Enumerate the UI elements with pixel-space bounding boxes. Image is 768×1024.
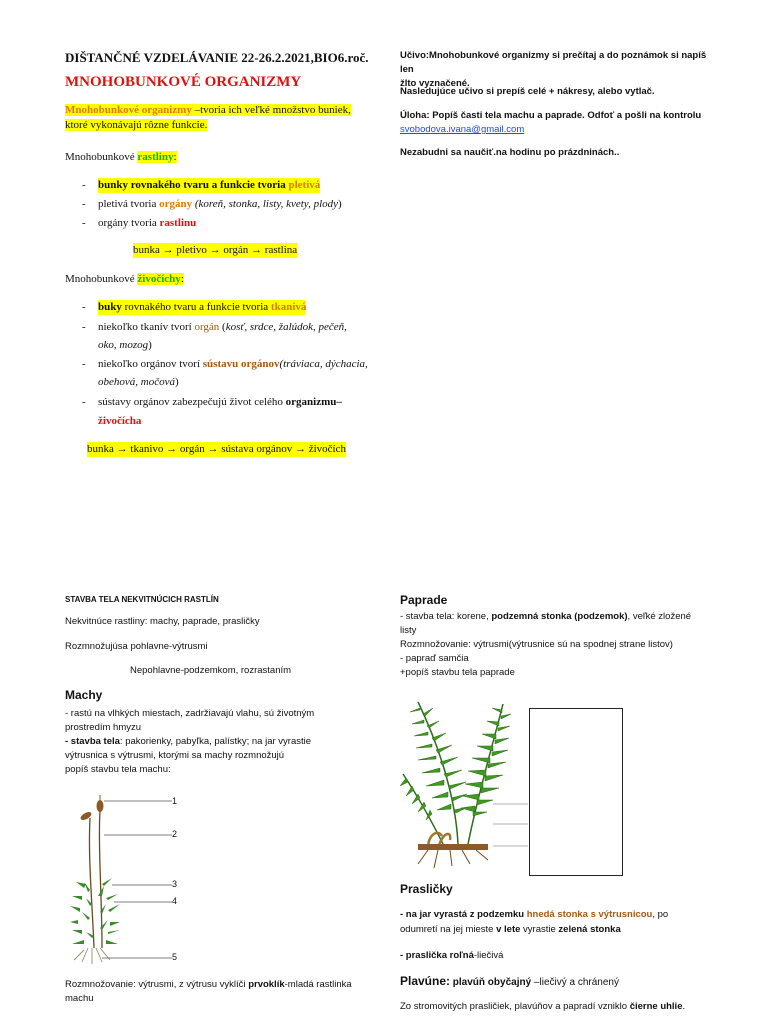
fern-label-box[interactable]: [529, 708, 623, 876]
praslicky-heading: Prasličky: [400, 882, 453, 896]
plavune-heading: Plavúne:: [400, 974, 451, 988]
plants-b1-text: bunky rovnakého tvaru a funkcie tvoria: [98, 179, 289, 191]
moss-drawing: [62, 788, 192, 968]
moss-label-5: 5: [172, 952, 178, 962]
animals-b3-list: (tráviaca, dýchacia,: [279, 358, 368, 370]
plants-b2-text: pletivá tvoria: [98, 198, 160, 210]
machy-text: [65, 707, 375, 777]
plants-heading-post: :: [173, 151, 177, 163]
intro-term: Mnohobunkové organizmy: [65, 104, 192, 116]
nonflowering-line1: Nekvitnúce rastliny: machy, paprade, prasličky: [65, 616, 260, 627]
animals-heading: [65, 272, 184, 287]
coal-line: [400, 1000, 685, 1014]
animals-b3-list2: obehová, močová: [98, 376, 175, 388]
paprade-line5: +popíš stavbu tela paprade: [400, 667, 515, 678]
intro-def2: ktoré vykonávajú rôzne funkcie.: [65, 119, 208, 131]
animals-b2-list2: oko, mozog: [98, 339, 149, 351]
instructions-p1-line2: žlto vyznačené.: [400, 78, 470, 89]
paprade-line1-text: - stavba tela: korene,: [400, 611, 492, 622]
plants-heading-pre: Mnohobunkové: [65, 151, 138, 163]
praslicky-line2-term: v lete: [496, 924, 521, 935]
machy-line5: popíš stavbu tela machu:: [65, 764, 171, 775]
machy-repro-term: prvoklík: [248, 979, 285, 990]
animals-bullet-3-cont: [98, 375, 179, 390]
animals-heading-pre: Mnohobunkové: [65, 273, 138, 285]
bullet-dash: -: [82, 301, 86, 313]
animals-bullet-4-cont: živočícha: [98, 415, 142, 427]
animals-bullet-2-cont: [98, 338, 152, 353]
plants-b2-close: ): [338, 198, 342, 210]
email-link[interactable]: svobodova.ivana@gmail.com: [400, 124, 525, 135]
moss-illustration: [62, 788, 192, 968]
coal-text: Zo stromovitých prasličiek, plavúňov a papradí vzniklo: [400, 1001, 630, 1012]
course-header: DIŠTANČNÉ VZDELÁVANIE 22-26.2.2021,BIO6.roč.: [65, 50, 369, 65]
moss-label-3: 3: [172, 879, 178, 889]
bullet-dash: -: [82, 358, 86, 370]
paprade-line2: listy: [400, 625, 417, 636]
praslicky-line2-text2: vyrastie: [520, 924, 559, 935]
animals-b1-term: tkanivá: [270, 301, 307, 313]
praslicky-line3-text: -liečivá: [473, 950, 504, 961]
animals-b2-list: kosť, srdce, žalúdok, pečeň,: [225, 321, 347, 333]
animals-b1-text: rovnakého tvaru a funkcie tvoria: [121, 301, 271, 313]
praslicky-line2: [400, 923, 621, 937]
bullet-dash: -: [82, 217, 86, 229]
machy-line3-term: - stavba tela: [65, 736, 120, 747]
instructions-p2: Nasledujúce učivo si prepíš celé + nákresy, alebo vytlač.: [400, 86, 655, 97]
plants-b3-text: orgány tvoria: [98, 217, 160, 229]
animals-heading-term: živočíchy: [137, 273, 181, 285]
machy-repro-text3: machu: [65, 993, 94, 1004]
plants-b3-term: rastlinu: [159, 217, 197, 229]
animals-b4-text: sústavy orgánov zabezpečujú život celého: [98, 396, 286, 408]
machy-repro-text2: -mladá rastlinka: [284, 979, 352, 990]
paprade-line1-text2: , veľké zložené: [627, 611, 692, 622]
bullet-dash: -: [82, 198, 86, 210]
machy-line3-text: : pakorienky, pabyľka, palístky; na jar vyrastie: [119, 736, 312, 747]
animals-b3-term: sústavu orgánov: [202, 358, 280, 370]
machy-line4: výtrusnica s výtrusmi, ktorými sa machy rozmnožujú: [65, 750, 285, 761]
animals-b2-text: niekoľko tkanív tvorí: [98, 321, 195, 333]
machy-line2: prostredím hmyzu: [65, 722, 142, 733]
moss-label-4: 4: [172, 896, 178, 906]
bullet-dash: -: [82, 179, 86, 191]
paprade-line1-term: podzemná stonka (podzemok): [491, 611, 628, 622]
plants-chain: bunka → pletivo → orgán → rastlina: [133, 244, 298, 256]
plavune-text: –liečivý a chránený: [531, 977, 619, 988]
nonflowering-heading: STAVBA TELA NEKVITNÚCICH RASTLÍN: [65, 595, 219, 604]
praslicky-line2-text: odumretí na jej mieste: [400, 924, 497, 935]
moss-label-1: 1: [172, 796, 178, 806]
animals-b1-word: buky: [98, 301, 122, 313]
machy-line1: - rastú na vlhkých miestach, zadržiavajú vlahu, sú životným: [65, 708, 315, 719]
animals-b2-close: ): [148, 339, 152, 351]
plants-b2-term: orgány: [159, 198, 193, 210]
plants-b1-term: pletivá: [288, 179, 321, 191]
animals-b2-open: (: [219, 321, 226, 333]
plavune-term: plavúň obyčajný: [450, 977, 532, 988]
paprade-text: [400, 610, 730, 680]
machy-reproduction: [65, 978, 385, 1006]
plavune-line: [400, 973, 619, 991]
instructions-p3: Úloha: Popíš časti tela machu a paprade. Odfoť a pošli na kontrolu: [400, 110, 702, 121]
intro-definition: [65, 103, 365, 133]
animals-b4-term: organizmu–: [285, 396, 342, 408]
praslicky-line1-text2: , po: [652, 909, 669, 920]
bullet-dash: -: [82, 321, 86, 333]
plants-heading: [65, 150, 177, 165]
praslicky-line1: [400, 908, 668, 922]
animals-heading-post: :: [180, 273, 184, 285]
paprade-heading: Paprade: [400, 593, 448, 607]
praslicky-line3: [400, 949, 503, 963]
nonflowering-line2: Rozmnožujúsa pohlavne-výtrusmi: [65, 641, 208, 652]
moss-label-2: 2: [172, 829, 178, 839]
instructions-p4: Nezabudni sa naučiť.na hodinu po prázdninách..: [400, 147, 620, 158]
page-title: MNOHOBUNKOVÉ ORGANIZMY: [65, 74, 302, 90]
praslicky-line1-text: - na jar vyrastá z podzemku: [400, 909, 527, 920]
animals-b3-text: niekoľko orgánov tvorí: [98, 358, 203, 370]
praslicky-line3-term: - praslička roľná: [400, 950, 474, 961]
animals-b2-term: orgán: [194, 321, 220, 333]
machy-heading: Machy: [65, 688, 103, 702]
praslicky-line2-term2: zelená stonka: [558, 924, 621, 935]
machy-repro-text: Rozmnožovanie: výtrusmi, z výtrusu vyklíči: [65, 979, 249, 990]
coal-term: čierne uhlie: [629, 1001, 683, 1012]
plants-b2-list: (koreň, stonka, listy, kvety, plody: [192, 198, 339, 210]
praslicky-line1-term: hnedá stonka s výtrusnicou: [526, 909, 653, 920]
paprade-line4: - papraď samčia: [400, 653, 469, 664]
instructions-p1-line1: Učivo:Mnohobunkové organizmy si prečítaj a do poznámok si napíš len: [400, 50, 707, 75]
intro-def: –tvoria ich veľké množstvo buniek,: [191, 104, 351, 116]
plants-heading-term: rastliny: [137, 151, 174, 163]
animals-chain: bunka → tkanivo → orgán → sústava orgánov → živočích: [87, 443, 346, 455]
bullet-dash: -: [82, 396, 86, 408]
coal-end: .: [682, 1001, 686, 1012]
animals-b3-close: ): [174, 376, 179, 388]
nonflowering-line3: Nepohlavne-podzemkom, rozrastaním: [130, 665, 292, 676]
paprade-line3: Rozmnožovanie: výtrusmi(výtrusnice sú na spodnej strane listov): [400, 639, 673, 650]
